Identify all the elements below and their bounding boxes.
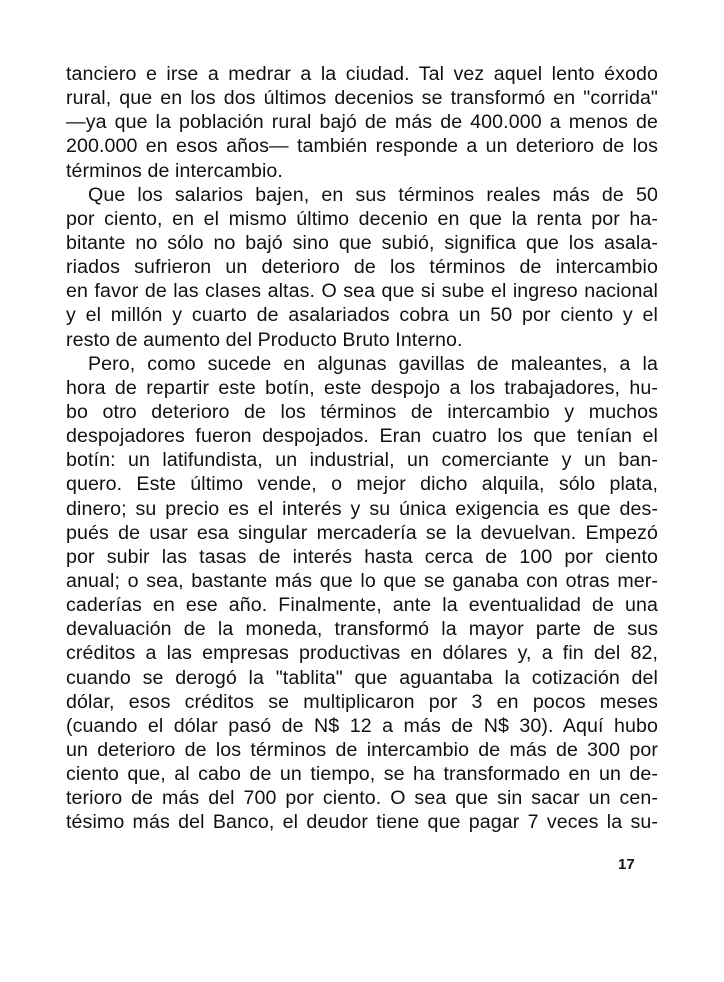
- text-line: y el millón y cuarto de asalariados cobra un 50 por ciento y el: [66, 304, 658, 327]
- text-line: créditos a las empresas productivas en dólares y, a fin del 82,: [66, 642, 658, 665]
- text-line: pués de usar esa singular mercadería se la devuelvan. Empezó: [66, 521, 658, 544]
- text-line: botín: un latifundista, un industrial, un comerciante y un ban-: [66, 449, 658, 472]
- text-line: bitante no sólo no bajó sino que subió, significa que los asala-: [66, 231, 658, 254]
- text-line: Que los salarios bajen, en sus términos reales más de 50: [88, 183, 658, 206]
- text-line: hora de repartir este botín, este despojo a los trabajadores, hu-: [66, 376, 658, 399]
- page-number: 17: [618, 856, 635, 873]
- text-line: bo otro deterioro de los términos de intercambio y muchos: [66, 400, 658, 423]
- text-line: por subir las tasas de interés hasta cerca de 100 por ciento: [66, 545, 658, 568]
- text-line: anual; o sea, bastante más que lo que se ganaba con otras mer-: [66, 569, 658, 592]
- text-line: 200.000 en esos años— también responde a un deterioro de los: [66, 135, 658, 158]
- text-line: tanciero e irse a medrar a la ciudad. Tal vez aquel lento éxodo: [66, 63, 658, 85]
- text-line: —ya que la población rural bajó de más de 400.000 a menos de: [66, 111, 658, 134]
- text-line: en favor de las clases altas. O sea que si sube el ingreso nacional: [66, 280, 658, 303]
- text-line: resto de aumento del Producto Bruto Interno.: [66, 328, 463, 351]
- text-line: términos de intercambio.: [66, 159, 283, 182]
- text-line: riados sufrieron un deterioro de los términos de intercambio: [66, 256, 658, 279]
- text-line: Pero, como sucede en algunas gavillas de maleantes, a la: [88, 352, 658, 375]
- text-line: un deterioro de los términos de intercambio de más de 300 por: [66, 738, 658, 761]
- text-line: terioro de más del 700 por ciento. O sea que sin sacar un cen-: [66, 787, 658, 810]
- text-line: (cuando el dólar pasó de N$ 12 a más de N$ 30). Aquí hubo: [66, 714, 658, 737]
- text-line: cuando se derogó la "tablita" que aguantaba la cotización del: [66, 666, 658, 689]
- text-line: rural, que en los dos últimos decenios se transformó en "corrida": [66, 87, 658, 110]
- text-line: dinero; su precio es el interés y su única exigencia es que des-: [66, 497, 658, 520]
- text-line: caderías en ese año. Finalmente, ante la eventualidad de una: [66, 594, 658, 617]
- text-line: ciento que, al cabo de un tiempo, se ha transformado en un de-: [66, 763, 658, 786]
- text-line: despojadores fueron despojados. Eran cuatro los que tenían el: [66, 425, 658, 448]
- text-line: dólar, esos créditos se multiplicaron por 3 en pocos meses: [66, 690, 658, 713]
- text-line: quero. Este último vende, o mejor dicho alquila, sólo plata,: [66, 473, 658, 496]
- body-text: [66, 62, 658, 835]
- text-line: tésimo más del Banco, el deudor tiene que pagar 7 veces la su-: [66, 811, 658, 834]
- text-line: por ciento, en el mismo último decenio en que la renta por ha-: [66, 207, 658, 230]
- text-line: devaluación de la moneda, transformó la mayor parte de sus: [66, 618, 658, 641]
